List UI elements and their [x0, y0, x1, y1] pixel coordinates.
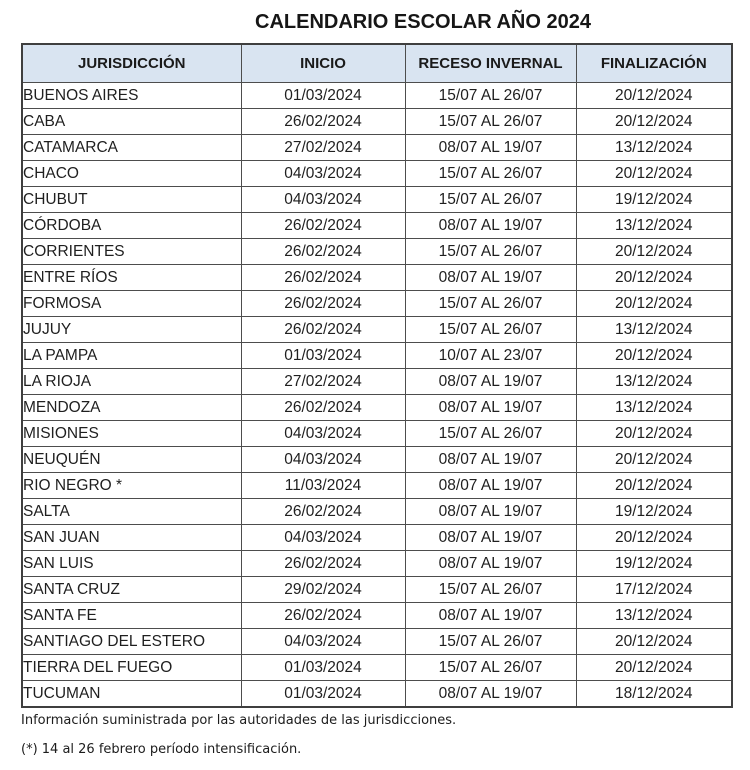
- jurisdiccion-cell: SALTA: [22, 499, 241, 525]
- jurisdiccion-cell: CHUBUT: [22, 187, 241, 213]
- table-header: [22, 44, 732, 83]
- inicio-cell: 04/03/2024: [241, 187, 405, 213]
- receso-invernal-cell: 08/07 AL 19/07: [405, 395, 576, 421]
- inicio-cell: 04/03/2024: [241, 629, 405, 655]
- inicio-cell: 26/02/2024: [241, 395, 405, 421]
- finalizacion-cell: 13/12/2024: [576, 603, 732, 629]
- receso-invernal-cell: 15/07 AL 26/07: [405, 291, 576, 317]
- jurisdiccion-cell: TUCUMAN: [22, 681, 241, 708]
- finalizacion-cell: 19/12/2024: [576, 551, 732, 577]
- inicio-cell: 26/02/2024: [241, 499, 405, 525]
- receso-invernal-cell: 08/07 AL 19/07: [405, 369, 576, 395]
- table-row: [22, 291, 732, 317]
- table-row: [22, 681, 732, 708]
- finalizacion-cell: 20/12/2024: [576, 343, 732, 369]
- finalizacion-cell: 20/12/2024: [576, 525, 732, 551]
- table-row: [22, 161, 732, 187]
- jurisdiccion-cell: ENTRE RÍOS: [22, 265, 241, 291]
- column-header-finalizacion: FINALIZACIÓN: [576, 44, 732, 83]
- finalizacion-cell: 18/12/2024: [576, 681, 732, 708]
- jurisdiccion-cell: TIERRA DEL FUEGO: [22, 655, 241, 681]
- column-header-jurisdiccion: JURISDICCIÓN: [22, 44, 241, 83]
- inicio-cell: 26/02/2024: [241, 109, 405, 135]
- table-row: [22, 473, 732, 499]
- table-row: [22, 603, 732, 629]
- inicio-cell: 26/02/2024: [241, 265, 405, 291]
- page-title: CALENDARIO ESCOLAR AÑO 2024: [255, 11, 591, 33]
- jurisdiccion-cell: FORMOSA: [22, 291, 241, 317]
- receso-invernal-cell: 10/07 AL 23/07: [405, 343, 576, 369]
- jurisdiccion-cell: SANTA CRUZ: [22, 577, 241, 603]
- table-row: [22, 109, 732, 135]
- finalizacion-cell: 17/12/2024: [576, 577, 732, 603]
- table-row: [22, 135, 732, 161]
- inicio-cell: 26/02/2024: [241, 239, 405, 265]
- header-row: [22, 44, 732, 83]
- receso-invernal-cell: 08/07 AL 19/07: [405, 603, 576, 629]
- inicio-cell: 27/02/2024: [241, 369, 405, 395]
- receso-invernal-cell: 08/07 AL 19/07: [405, 681, 576, 708]
- receso-invernal-cell: 15/07 AL 26/07: [405, 187, 576, 213]
- finalizacion-cell: 20/12/2024: [576, 109, 732, 135]
- table-row: [22, 499, 732, 525]
- table-row: [22, 525, 732, 551]
- receso-invernal-cell: 15/07 AL 26/07: [405, 421, 576, 447]
- table-row: [22, 83, 732, 109]
- receso-invernal-cell: 08/07 AL 19/07: [405, 473, 576, 499]
- finalizacion-cell: 13/12/2024: [576, 213, 732, 239]
- inicio-cell: 01/03/2024: [241, 681, 405, 708]
- receso-invernal-cell: 15/07 AL 26/07: [405, 655, 576, 681]
- jurisdiccion-cell: LA PAMPA: [22, 343, 241, 369]
- finalizacion-cell: 20/12/2024: [576, 83, 732, 109]
- inicio-cell: 04/03/2024: [241, 525, 405, 551]
- table-row: [22, 317, 732, 343]
- inicio-cell: 26/02/2024: [241, 213, 405, 239]
- table-row: [22, 343, 732, 369]
- table-row: [22, 551, 732, 577]
- receso-invernal-cell: 15/07 AL 26/07: [405, 577, 576, 603]
- jurisdiccion-cell: CÓRDOBA: [22, 213, 241, 239]
- finalizacion-cell: 13/12/2024: [576, 395, 732, 421]
- receso-invernal-cell: 08/07 AL 19/07: [405, 551, 576, 577]
- finalizacion-cell: 20/12/2024: [576, 265, 732, 291]
- jurisdiccion-cell: CORRIENTES: [22, 239, 241, 265]
- inicio-cell: 26/02/2024: [241, 317, 405, 343]
- jurisdiccion-cell: CATAMARCA: [22, 135, 241, 161]
- table-row: [22, 447, 732, 473]
- receso-invernal-cell: 08/07 AL 19/07: [405, 135, 576, 161]
- finalizacion-cell: 13/12/2024: [576, 317, 732, 343]
- receso-invernal-cell: 15/07 AL 26/07: [405, 317, 576, 343]
- inicio-cell: 26/02/2024: [241, 603, 405, 629]
- receso-invernal-cell: 08/07 AL 19/07: [405, 499, 576, 525]
- table-row: [22, 421, 732, 447]
- jurisdiccion-cell: LA RIOJA: [22, 369, 241, 395]
- inicio-cell: 29/02/2024: [241, 577, 405, 603]
- inicio-cell: 11/03/2024: [241, 473, 405, 499]
- source-note: Información suministrada por las autoridades de las jurisdicciones.: [21, 713, 457, 728]
- finalizacion-cell: 20/12/2024: [576, 161, 732, 187]
- receso-invernal-cell: 15/07 AL 26/07: [405, 83, 576, 109]
- finalizacion-cell: 20/12/2024: [576, 291, 732, 317]
- inicio-cell: 01/03/2024: [241, 343, 405, 369]
- jurisdiccion-cell: CABA: [22, 109, 241, 135]
- jurisdiccion-cell: MENDOZA: [22, 395, 241, 421]
- table-row: [22, 655, 732, 681]
- jurisdiccion-cell: JUJUY: [22, 317, 241, 343]
- jurisdiccion-cell: RIO NEGRO *: [22, 473, 241, 499]
- asterisk-note: (*) 14 al 26 febrero período intensificación.: [21, 742, 302, 757]
- inicio-cell: 26/02/2024: [241, 551, 405, 577]
- jurisdiccion-cell: SAN JUAN: [22, 525, 241, 551]
- jurisdiccion-cell: CHACO: [22, 161, 241, 187]
- finalizacion-cell: 20/12/2024: [576, 629, 732, 655]
- receso-invernal-cell: 15/07 AL 26/07: [405, 629, 576, 655]
- jurisdiccion-cell: BUENOS AIRES: [22, 83, 241, 109]
- jurisdiccion-cell: SANTA FE: [22, 603, 241, 629]
- finalizacion-cell: 13/12/2024: [576, 135, 732, 161]
- receso-invernal-cell: 15/07 AL 26/07: [405, 239, 576, 265]
- finalizacion-cell: 20/12/2024: [576, 473, 732, 499]
- inicio-cell: 01/03/2024: [241, 83, 405, 109]
- table-row: [22, 239, 732, 265]
- inicio-cell: 26/02/2024: [241, 291, 405, 317]
- receso-invernal-cell: 15/07 AL 26/07: [405, 161, 576, 187]
- receso-invernal-cell: 08/07 AL 19/07: [405, 265, 576, 291]
- finalizacion-cell: 20/12/2024: [576, 421, 732, 447]
- finalizacion-cell: 19/12/2024: [576, 499, 732, 525]
- finalizacion-cell: 20/12/2024: [576, 239, 732, 265]
- jurisdiccion-cell: MISIONES: [22, 421, 241, 447]
- inicio-cell: 04/03/2024: [241, 161, 405, 187]
- table-row: [22, 187, 732, 213]
- finalizacion-cell: 20/12/2024: [576, 447, 732, 473]
- table-row: [22, 265, 732, 291]
- table-row: [22, 369, 732, 395]
- column-header-inicio: INICIO: [241, 44, 405, 83]
- receso-invernal-cell: 08/07 AL 19/07: [405, 447, 576, 473]
- inicio-cell: 27/02/2024: [241, 135, 405, 161]
- inicio-cell: 01/03/2024: [241, 655, 405, 681]
- finalizacion-cell: 20/12/2024: [576, 655, 732, 681]
- receso-invernal-cell: 08/07 AL 19/07: [405, 213, 576, 239]
- column-header-receso-invernal: RECESO INVERNAL: [405, 44, 576, 83]
- jurisdiccion-cell: SAN LUIS: [22, 551, 241, 577]
- table-row: [22, 629, 732, 655]
- table-body: [22, 83, 732, 708]
- receso-invernal-cell: 15/07 AL 26/07: [405, 109, 576, 135]
- jurisdiccion-cell: NEUQUÉN: [22, 447, 241, 473]
- school-calendar-table: [21, 43, 733, 708]
- receso-invernal-cell: 08/07 AL 19/07: [405, 525, 576, 551]
- inicio-cell: 04/03/2024: [241, 447, 405, 473]
- finalizacion-cell: 19/12/2024: [576, 187, 732, 213]
- jurisdiccion-cell: SANTIAGO DEL ESTERO: [22, 629, 241, 655]
- table-row: [22, 395, 732, 421]
- table-row: [22, 213, 732, 239]
- table-row: [22, 577, 732, 603]
- finalizacion-cell: 13/12/2024: [576, 369, 732, 395]
- inicio-cell: 04/03/2024: [241, 421, 405, 447]
